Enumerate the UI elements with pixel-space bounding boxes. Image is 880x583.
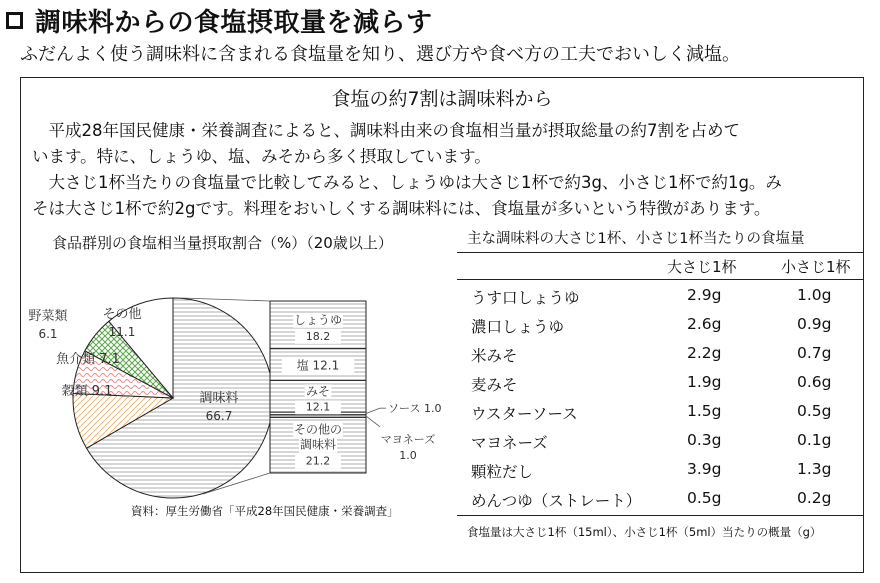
seasoning-name: うす口しょうゆ — [471, 289, 580, 307]
seasoning-name: 麦みそ — [471, 376, 518, 394]
table-bottom-rule — [457, 515, 863, 516]
bar-value-other-seasoning: 21.2 — [305, 454, 331, 468]
large-spoon-value: 0.3g — [687, 431, 722, 449]
slice-value-other: 11.1 — [108, 325, 136, 339]
table-row — [457, 484, 863, 513]
small-spoon-value: 0.1g — [797, 431, 832, 449]
info-panel — [20, 77, 864, 573]
bar-label-sauce: ソース 1.0 — [388, 402, 442, 416]
slice-label-seasoning: 調味料 — [199, 391, 239, 406]
table-header-rule — [457, 279, 863, 280]
seasoning-name: 米みそ — [471, 347, 518, 365]
bar-label-miso: みそ — [305, 384, 331, 399]
seasoning-name: 濃口しょうゆ — [471, 318, 565, 336]
slice-value-vegetables: 6.1 — [38, 327, 58, 341]
column-header-small: 小さじ1杯 — [781, 258, 851, 276]
table-row — [457, 281, 863, 310]
small-spoon-value: 0.2g — [797, 489, 832, 507]
table-top-rule — [457, 252, 863, 253]
small-spoon-value: 1.0g — [797, 286, 832, 304]
table-row — [457, 426, 863, 455]
pie-chart — [21, 253, 451, 503]
large-spoon-value: 3.9g — [687, 460, 722, 478]
page-header — [6, 2, 433, 39]
bar-value-soy-sauce: 18.2 — [305, 329, 331, 343]
large-spoon-value: 2.2g — [687, 344, 722, 362]
small-spoon-value: 0.5g — [797, 402, 832, 420]
seasoning-name: 顆粒だし — [471, 463, 534, 481]
paragraph-line: 大さじ1杯当たりの食塩量で比較してみると、しょうゆは大さじ1杯で約3g、小さじ1杯で約1g。み — [32, 173, 782, 192]
bar-label-salt: 塩 12.1 — [296, 358, 340, 373]
bar-label-soy-sauce: しょうゆ — [293, 312, 343, 327]
paragraph-line: そは大さじ1杯で約2gです。料理をおいしくする調味料には、食塩量が多いという特徴があります。 — [32, 199, 771, 218]
large-spoon-value: 1.9g — [687, 373, 722, 391]
page-subtitle: ふだんよく使う調味料に含まれる食塩量を知り、選び方や食べ方の工夫でおいしく減塩。 — [20, 44, 740, 65]
small-spoon-value: 0.7g — [797, 344, 832, 362]
bar-label-mayonnaise: マヨネーズ — [380, 432, 436, 446]
bar-value-mayonnaise: 1.0 — [399, 448, 417, 462]
table-row — [457, 310, 863, 339]
seasoning-name: マヨネーズ — [471, 434, 548, 452]
table-row — [457, 455, 863, 484]
small-spoon-value: 0.9g — [797, 315, 832, 333]
table-row — [457, 397, 863, 426]
large-spoon-value: 2.6g — [687, 315, 722, 333]
page-title: 調味料からの食塩摂取量を減らす — [35, 8, 433, 38]
slice-label-vegetables: 野菜類 — [28, 309, 68, 324]
large-spoon-value: 1.5g — [687, 402, 722, 420]
bar-value-miso: 12.1 — [305, 400, 331, 414]
column-header-large: 大さじ1杯 — [667, 258, 737, 276]
large-spoon-value: 0.5g — [687, 489, 722, 507]
table-row — [457, 368, 863, 397]
small-spoon-value: 0.6g — [797, 373, 832, 391]
large-spoon-value: 2.9g — [687, 286, 722, 304]
chart-title: 食品群別の食塩相当量摂取割合（%）（20歳以上） — [52, 234, 393, 252]
panel-paragraph — [32, 118, 862, 222]
callout-line-mayonnaise — [366, 416, 380, 427]
seasoning-name: ウスターソース — [471, 405, 578, 423]
small-spoon-value: 1.3g — [797, 460, 832, 478]
title-square-icon — [6, 12, 23, 29]
table-note: 食塩量は大さじ1杯（15ml）、小さじ1杯（5ml）当たりの概量（g） — [467, 525, 822, 539]
panel-title: 食塩の約7割は調味料から — [331, 88, 553, 110]
paragraph-line: います。特に、しょうゆ、塩、みそから多く摂取しています。 — [32, 147, 491, 166]
table-row — [457, 339, 863, 368]
slice-label-grains: 穀類 9.1 — [61, 384, 113, 399]
chart-source: 資料：厚生労働省「平成28年国民健康・栄養調査」 — [131, 504, 399, 518]
slice-value-seasoning: 66.7 — [205, 409, 233, 423]
table-title: 主な調味料の大さじ1杯、小さじ1杯当たりの食塩量 — [467, 231, 805, 247]
seasoning-name: めんつゆ（ストレート） — [471, 492, 642, 510]
paragraph-line: 平成28年国民健康・栄養調査によると、調味料由来の食塩相当量が摂取総量の約7割を占めて — [32, 121, 740, 140]
slice-label-other: その他 — [102, 307, 142, 322]
bar-label-other-seasoning-2: 調味料 — [299, 437, 337, 452]
callout-line-sauce — [366, 408, 380, 413]
slice-label-fish: 魚介類 7.1 — [56, 352, 120, 367]
bar-label-other-seasoning-1: その他の — [293, 422, 343, 437]
